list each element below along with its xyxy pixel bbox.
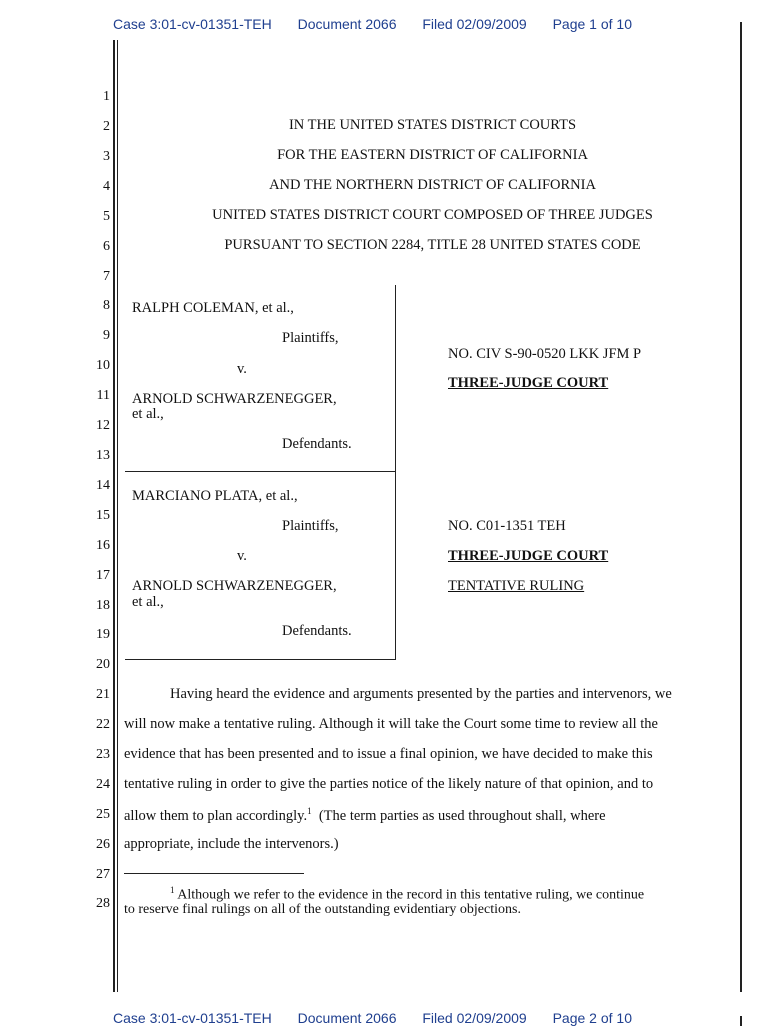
line-number: 21 — [96, 687, 110, 702]
ecf-header — [113, 16, 654, 32]
footnote-mark: 1 — [170, 885, 175, 895]
versus-label: v. — [237, 361, 247, 377]
line-number: 8 — [103, 298, 110, 313]
plaintiff-name: RALPH COLEMAN, et al., — [132, 300, 294, 316]
line-number: 19 — [96, 627, 110, 642]
tentative-ruling-title: TENTATIVE RULING — [448, 578, 585, 594]
body-line: will now make a tentative ruling. Although it will take the Court some time to review all the — [124, 716, 658, 732]
body-line — [124, 806, 606, 825]
footnote-line: to reserve final rulings on all of the outstanding evidentiary objections. — [124, 902, 521, 917]
right-margin-rule — [740, 22, 742, 992]
footnote-line — [170, 885, 644, 904]
line-number: 27 — [96, 867, 110, 882]
line-number: 14 — [96, 478, 110, 493]
line-number: 17 — [96, 568, 110, 583]
body-text: (The term parties as used throughout shall, where — [311, 807, 606, 824]
court-title-line: AND THE NORTHERN DISTRICT OF CALIFORNIA — [269, 177, 596, 193]
defendant-name: ARNOLD SCHWARZENEGGER, — [132, 578, 337, 594]
line-number: 9 — [103, 328, 110, 343]
line-number: 20 — [96, 657, 110, 672]
line-number: 25 — [96, 807, 110, 822]
filed-date: Filed 02/09/2009 — [422, 1010, 527, 1026]
line-number: 5 — [103, 209, 110, 224]
footnote-reference: 1 — [307, 806, 312, 816]
case-number-1: NO. CIV S-90-0520 LKK JFM P — [448, 346, 642, 362]
plaintiff-name: MARCIANO PLATA, et al., — [132, 488, 298, 504]
defendant-etal: et al., — [132, 594, 164, 610]
line-number: 3 — [103, 149, 110, 164]
three-judge-court-1: THREE-JUDGE COURT — [448, 375, 609, 391]
defendants-label: Defendants. — [282, 436, 352, 452]
caption-rule — [125, 659, 395, 660]
body-line: Having heard the evidence and arguments presented by the parties and intervenors, we — [170, 686, 672, 702]
court-title-line: IN THE UNITED STATES DISTRICT COURTS — [288, 117, 577, 133]
defendant-etal: et al., — [132, 406, 164, 422]
court-title-line: FOR THE EASTERN DISTRICT OF CALIFORNIA — [277, 147, 588, 163]
line-number: 26 — [96, 837, 110, 852]
case-number: Case 3:01-cv-01351-TEH — [113, 1010, 272, 1026]
case-number: Case 3:01-cv-01351-TEH — [113, 16, 272, 32]
line-number: 18 — [96, 598, 110, 613]
line-number: 13 — [96, 448, 110, 463]
defendant-name: ARNOLD SCHWARZENEGGER, — [132, 391, 337, 407]
right-margin-rule-next — [740, 1016, 742, 1026]
page-indicator: Page 2 of 10 — [552, 1010, 632, 1026]
line-number: 4 — [103, 179, 110, 194]
document-number: Document 2066 — [297, 16, 397, 32]
body-line: evidence that has been presented and to issue a final opinion, we have decided to make this — [124, 746, 653, 762]
line-number: 24 — [96, 777, 110, 792]
line-number: 28 — [96, 896, 110, 911]
line-number: 7 — [103, 269, 110, 284]
footnote-text: Although we refer to the evidence in the record in this tentative ruling, we continue — [174, 887, 645, 903]
line-number: 6 — [103, 239, 110, 254]
line-number: 16 — [96, 538, 110, 553]
line-number: 10 — [96, 358, 110, 373]
caption-rule — [125, 471, 395, 472]
line-number: 11 — [96, 388, 110, 403]
court-title-line: UNITED STATES DISTRICT COURT COMPOSED OF THREE JUDGES — [212, 207, 653, 223]
line-number: 1 — [103, 89, 110, 104]
page-indicator: Page 1 of 10 — [552, 16, 632, 32]
line-number: 12 — [96, 418, 110, 433]
case-number-2: NO. C01-1351 TEH — [448, 518, 566, 534]
caption-divider — [395, 285, 396, 660]
body-text: allow them to plan accordingly. — [124, 807, 308, 824]
line-number: 22 — [96, 717, 110, 732]
left-margin-rule — [113, 40, 115, 992]
three-judge-court-2: THREE-JUDGE COURT — [448, 548, 609, 564]
body-line: appropriate, include the intervenors.) — [124, 836, 339, 852]
body-line: tentative ruling in order to give the parties notice of the likely nature of that opinion, and to — [124, 776, 654, 792]
line-number: 2 — [103, 119, 110, 134]
plaintiffs-label: Plaintiffs, — [282, 330, 339, 346]
line-number: 23 — [96, 747, 110, 762]
footnote-separator — [124, 873, 304, 874]
defendants-label: Defendants. — [282, 623, 352, 639]
document-number: Document 2066 — [297, 1010, 397, 1026]
line-number: 15 — [96, 508, 110, 523]
plaintiffs-label: Plaintiffs, — [282, 518, 339, 534]
court-title-line: PURSUANT TO SECTION 2284, TITLE 28 UNITED STATES CODE — [224, 237, 641, 253]
filed-date: Filed 02/09/2009 — [422, 16, 527, 32]
left-margin-rule-inner — [117, 40, 118, 992]
versus-label: v. — [237, 548, 247, 564]
